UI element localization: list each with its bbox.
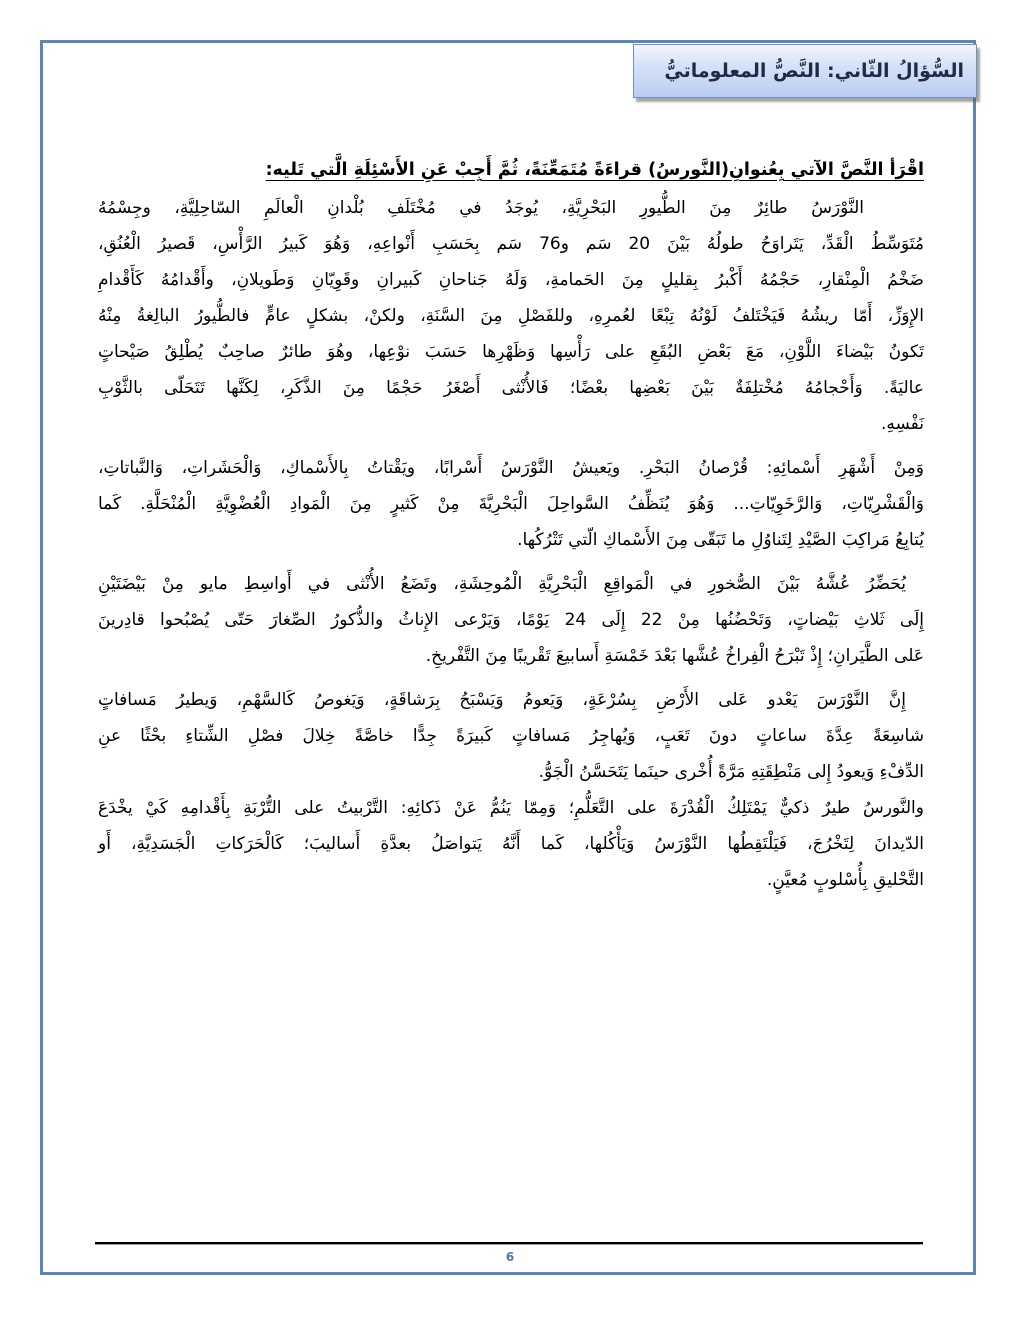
text-line: إِنَّ النَّوْرَسَ يَعْدو عَلى الأَرْضِ بِسُرْعَةٍ، وَيَعومُ وَيَسْبَحُ بِرَشاقَةٍ، وَيَغوصُ كَالسَّهْمِ، وَيطيرُ مَسافاتٍ: [98, 690, 906, 710]
text-line: الدِّفْءِ وَيعودُ إِلى مَنْطِقَتِهِ مَرَّةً أُخْرى حينَما يَتَحَسَّنُ الْجَوُّ.: [538, 762, 924, 782]
text-line: شاسِعَةً عِدَّةَ ساعاتٍ دونَ تَعَبٍ، وَيُهاجِرُ مَسافاتٍ كَبيرَةً جِدًّا خاصَّةً خِلالَ فصْلِ الشِّتاءِ بحْثًا عنِ: [98, 726, 924, 746]
text-line: الدّيدانَ لِتَخْرُجَ، فَيَلْتَقِطُها النَّوْرَسُ وَيَأْكُلها، كَما أَنَّهُ يَتواصَلُ بعدَّةِ أَساليبَ؛ كَالْحَرَكاتِ الْجَسَدِيَّةِ، أَو: [98, 834, 924, 854]
paragraph-intelligence: [98, 790, 924, 898]
question-title-box: [633, 44, 977, 98]
text-line: مُتَوَسِّطُ الْقَدِّ، يَتَراوَحُ طولُهُ بَيْنَ 20 سَم و76 سَم بِحَسَبِ أَنْواعِهِ، وَهُوَ كَبيرُ الرَّأْسِ، قَصيرُ الْعُنُقِ،: [98, 234, 925, 254]
text-line: يُتابِعُ مَراكِبَ الصَّيْدِ لِتَناوُلِ ما تَبَقّى مِنَ الأَسْماكِ الّتي تَتْرُكُها.: [517, 530, 924, 550]
text-line: عاليَةً. وَأَحْجامُهُ مُخْتلِفَةٌ بَيْنَ بَعْضِها بعْضًا؛ فَالأُنْثى أَصْغَرُ حَجْمًا مِنَ الذَّكَرِ، لِكَنَّها تَتَحَلّى بالثَّوْبِ: [98, 378, 924, 398]
text-line: يُحَضِّرُ عُشَّهُ بَيْنَ الصُّخورِ في الْمَواقِعِ الْبَحْرِيَّةِ الْمُوحِشَةِ، وتَضَعُ الأُنْثى في أَواسِطِ مايو مِنْ بَيْضَتَيْنِ: [98, 574, 906, 594]
page-number: 6: [505, 1250, 515, 1264]
text-line: نَفْسِهِ.: [880, 414, 924, 434]
page-title: السُّؤالُ الثّاني: النَّصُّ المعلوماتيُّ: [664, 60, 964, 82]
text-line: والنَّورسُ طيرٌ ذكيٌّ يَمْتَلِكُ الْقُدْرَةَ على التَّعَلُّمِ؛ وَمِمّا يَنُمُّ عَنْ ذَكائِهِ: التَّرْبيتُ على التُّرْبَةِ بِأَقْدامِهِ كَيْ يخْدَعَ: [98, 798, 924, 818]
instruction-heading: اقْرَأ النَّصَّ الآتي بِعُنوانِ(النَّورسُ) قراءَةً مُتَمَعِّنَةً، ثُمَّ أَجِبْ عَنِ الأَسْئِلَةِ الَّتي تَليه:: [265, 160, 924, 180]
paragraph-nesting: [98, 566, 924, 674]
text-line: التَّحْليقِ بِأُسْلوبٍ مُعيَّنٍ.: [766, 870, 924, 890]
document-body: [98, 150, 924, 898]
text-line: الإِوَزِّ، أَمّا ريشُهُ فَيَخْتَلفُ لَوْنُهُ تِبْعًا لعُمرِهِ، وللفَصْلِ مِنَ السَّنَةِ، ولكنْ، بشكلٍ عامٍّ فالطُّيورُ البالِغةُ مِنْهُ: [98, 306, 924, 326]
text-line: إِلَى ثَلاثِ بَيْضاتٍ، وَتَحْضُنُها مِنْ 22 إِلَى 24 يَوْمًا، وَيَرْعى الإِناثُ والذُّكورُ الصِّغارَ حَتّى يُصْبُحوا قادِرينَ: [98, 610, 925, 630]
text-line: النَّوْرَسُ طائِرٌ مِنَ الطُّيورِ البَحْرِيَّةِ، يُوجَدُ في مُخْتَلَفِ بُلْدانِ الْعالَمِ السّاحِلِيَّةِ، وجِسْمُهُ: [98, 198, 864, 218]
paragraph-movement: [98, 682, 924, 790]
paragraph-names-food: [98, 450, 924, 558]
paragraph-description: [98, 190, 924, 442]
footer-divider: [95, 1242, 923, 1244]
text-line: تَكونُ بَيْضاءَ اللَّوْنِ، مَعَ بَعْضِ البُقَعِ على رَأْسِها وَظَهْرِها حَسَبَ نوْعِها، وهُوَ طائرٌ صاحِبٌ يُطْلِقُ صَيْحاتٍ: [98, 342, 924, 362]
text-line: وَمِنْ أَشْهَرِ أَسْمائِهِ: قُرْصانُ البَحْرِ. ويَعيشُ النَّوْرَسُ أَسْرابًا، ويَقْتاتُ بِالأَسْماكِ، وَالْحَشَراتِ، وَالنَّباتاتِ،: [98, 458, 924, 478]
text-line: ضَخْمُ الْمِنْقارِ، حَجْمُهُ أَكْبرُ بِقليلٍ مِنَ الحَمامةِ، وَلَهُ جَناحانِ كَبيرانِ وقَوِيّانِ وَطَويلانِ، وأَقْدامُهُ كَأَقْدامِ: [98, 270, 924, 290]
text-line: وَالْقَشْرِيّاتِ، وَالرَّخَوِيّاتِ... وَهُوَ يُنَظِّفُ السَّواحِلَ الْبَحْرِيَّةَ مِنْ كَثيرٍ مِنَ الْمَوادِ الْعُضْوِيَّةِ الْمُنْحَلَّةِ. كَما: [98, 494, 924, 514]
text-line: عَلى الطَّيَرانِ؛ إِذْ تَبْرَحُ الْفِراخُ عُشَّها بَعْدَ خَمْسَةِ أَسابيعَ تَقْريبًا مِنَ التَّفْريخِ.: [425, 646, 924, 666]
